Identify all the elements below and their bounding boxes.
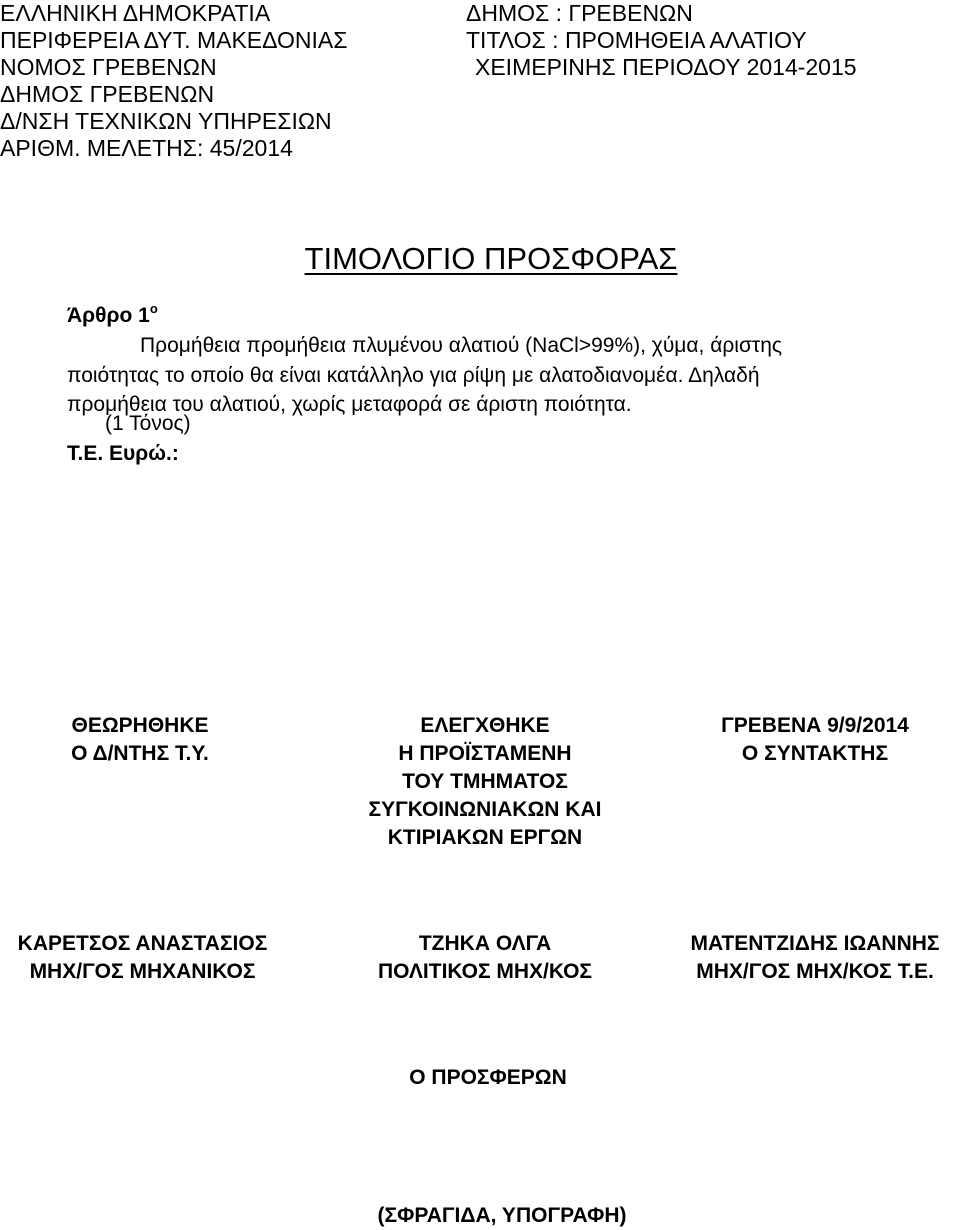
signature-head-role-4: ΚΤΙΡΙΑΚΩΝ ΕΡΓΩΝ [387,826,583,849]
signature-head-role-2: ΤΟΥ ΤΜΗΜΑΤΟΣ [402,770,568,793]
signatory-2-title: ΠΟΛΙΤΙΚΟΣ ΜΗΧ/ΚΟΣ [377,960,593,983]
signatory-1 [0,930,285,986]
signature-director-role: Ο Δ/ΝΤΗΣ Τ.Υ. [71,742,209,765]
signatory-3-name: ΜΑΤΕΝΤΖΙΔΗΣ ΙΩΑΝΝΗΣ [690,932,940,955]
unit-price-label: Τ.Ε. Ευρώ.: [67,442,179,465]
article-text-line-3: προμήθεια του αλατιού, χωρίς μεταφορά σε άριστη ποιότητα. [67,393,632,416]
signature-block-head [330,712,640,852]
signature-block-director [40,712,240,768]
signature-head-role-1: Η ΠΡΟΪΣΤΑΜΕΝΗ [398,742,572,765]
signatory-1-name: ΚΑΡΕΤΣΟΣ ΑΝΑΣΤΑΣΙΟΣ [17,932,268,955]
article-heading [67,301,158,328]
issuer-line-republic: ΕΛΛΗΝΙΚΗ ΔΗΜΟΚΡΑΤΙΑ [0,0,271,26]
signature-block-author [690,712,940,768]
project-municipality: ΔΗΜΟΣ : ΓΡΕΒΕΝΩΝ [466,0,693,26]
article-text-line-1: Προμήθεια προμήθεια πλυμένου αλατιού (NaCl>99%), χύμα, άριστης [140,334,783,357]
signatory-2 [330,930,640,986]
signature-author-role: Ο ΣΥΝΤΑΚΤΗΣ [741,742,889,765]
article-text-line-2: ποιότητας το οποίο θα είναι κατάλληλο για ρίψη με αλατοδιανομέα. Δηλαδή [67,364,760,387]
issuer-block [0,0,347,162]
signature-head-role-3: ΣΥΓΚΟΙΝΩΝΙΑΚΩΝ ΚΑΙ [368,798,602,821]
issuer-line-region: ΠΕΡΙΦΕΡΕΙΑ ΔΥΤ. ΜΑΚΕΔΟΝΙΑΣ [0,27,348,53]
signature-head-status: ΕΛΕΓΧΘΗΚΕ [420,714,550,737]
document-title-text: ΤΙΜΟΛΟΓΙΟ ΠΡΟΣΦΟΡΑΣ [304,241,678,276]
article-ordinal: ο [149,301,158,316]
project-title: ΤΙΤΛΟΣ : ΠΡΟΜΗΘΕΙΑ ΑΛΑΤΙΟΥ [466,27,807,53]
issuer-line-municipality: ΔΗΜΟΣ ΓΡΕΒΕΝΩΝ [0,81,215,107]
article-label: Άρθρο 1 [67,304,150,327]
signatory-3-title: ΜΗΧ/ΓΟΣ ΜΗΧ/ΚΟΣ Τ.Ε. [696,960,934,983]
document-title [0,241,960,277]
signature-director-status: ΘΕΩΡΗΘΗΚΕ [71,714,209,737]
project-block [466,0,857,81]
article-unit: (1 Τόνος) [105,412,191,435]
signatory-3 [665,930,960,986]
offerer-label: Ο ΠΡΟΣΦΕΡΩΝ [409,1066,567,1089]
study-number: ΑΡΙΘΜ. ΜΕΛΕΤΗΣ: 45/2014 [0,135,293,161]
project-period: ΧΕΙΜΕΡΙΝΗΣ ΠΕΡΙΟΔΟΥ 2014-2015 [475,54,857,80]
signature-place-date: ΓΡΕΒΕΝΑ 9/9/2014 [721,714,909,737]
signatory-1-title: ΜΗΧ/ΓΟΣ ΜΗΧΑΝΙΚΟΣ [29,960,256,983]
signatory-2-name: ΤΖΗΚΑ ΟΛΓΑ [418,932,552,955]
issuer-line-directorate: Δ/ΝΣΗ ΤΕΧΝΙΚΩΝ ΥΠΗΡΕΣΙΩΝ [0,108,332,134]
stamp-signature-label: (ΣΦΡΑΓΙΔΑ, ΥΠΟΓΡΑΦΗ) [377,1204,627,1227]
issuer-line-prefecture: ΝΟΜΟΣ ΓΡΕΒΕΝΩΝ [0,54,217,80]
